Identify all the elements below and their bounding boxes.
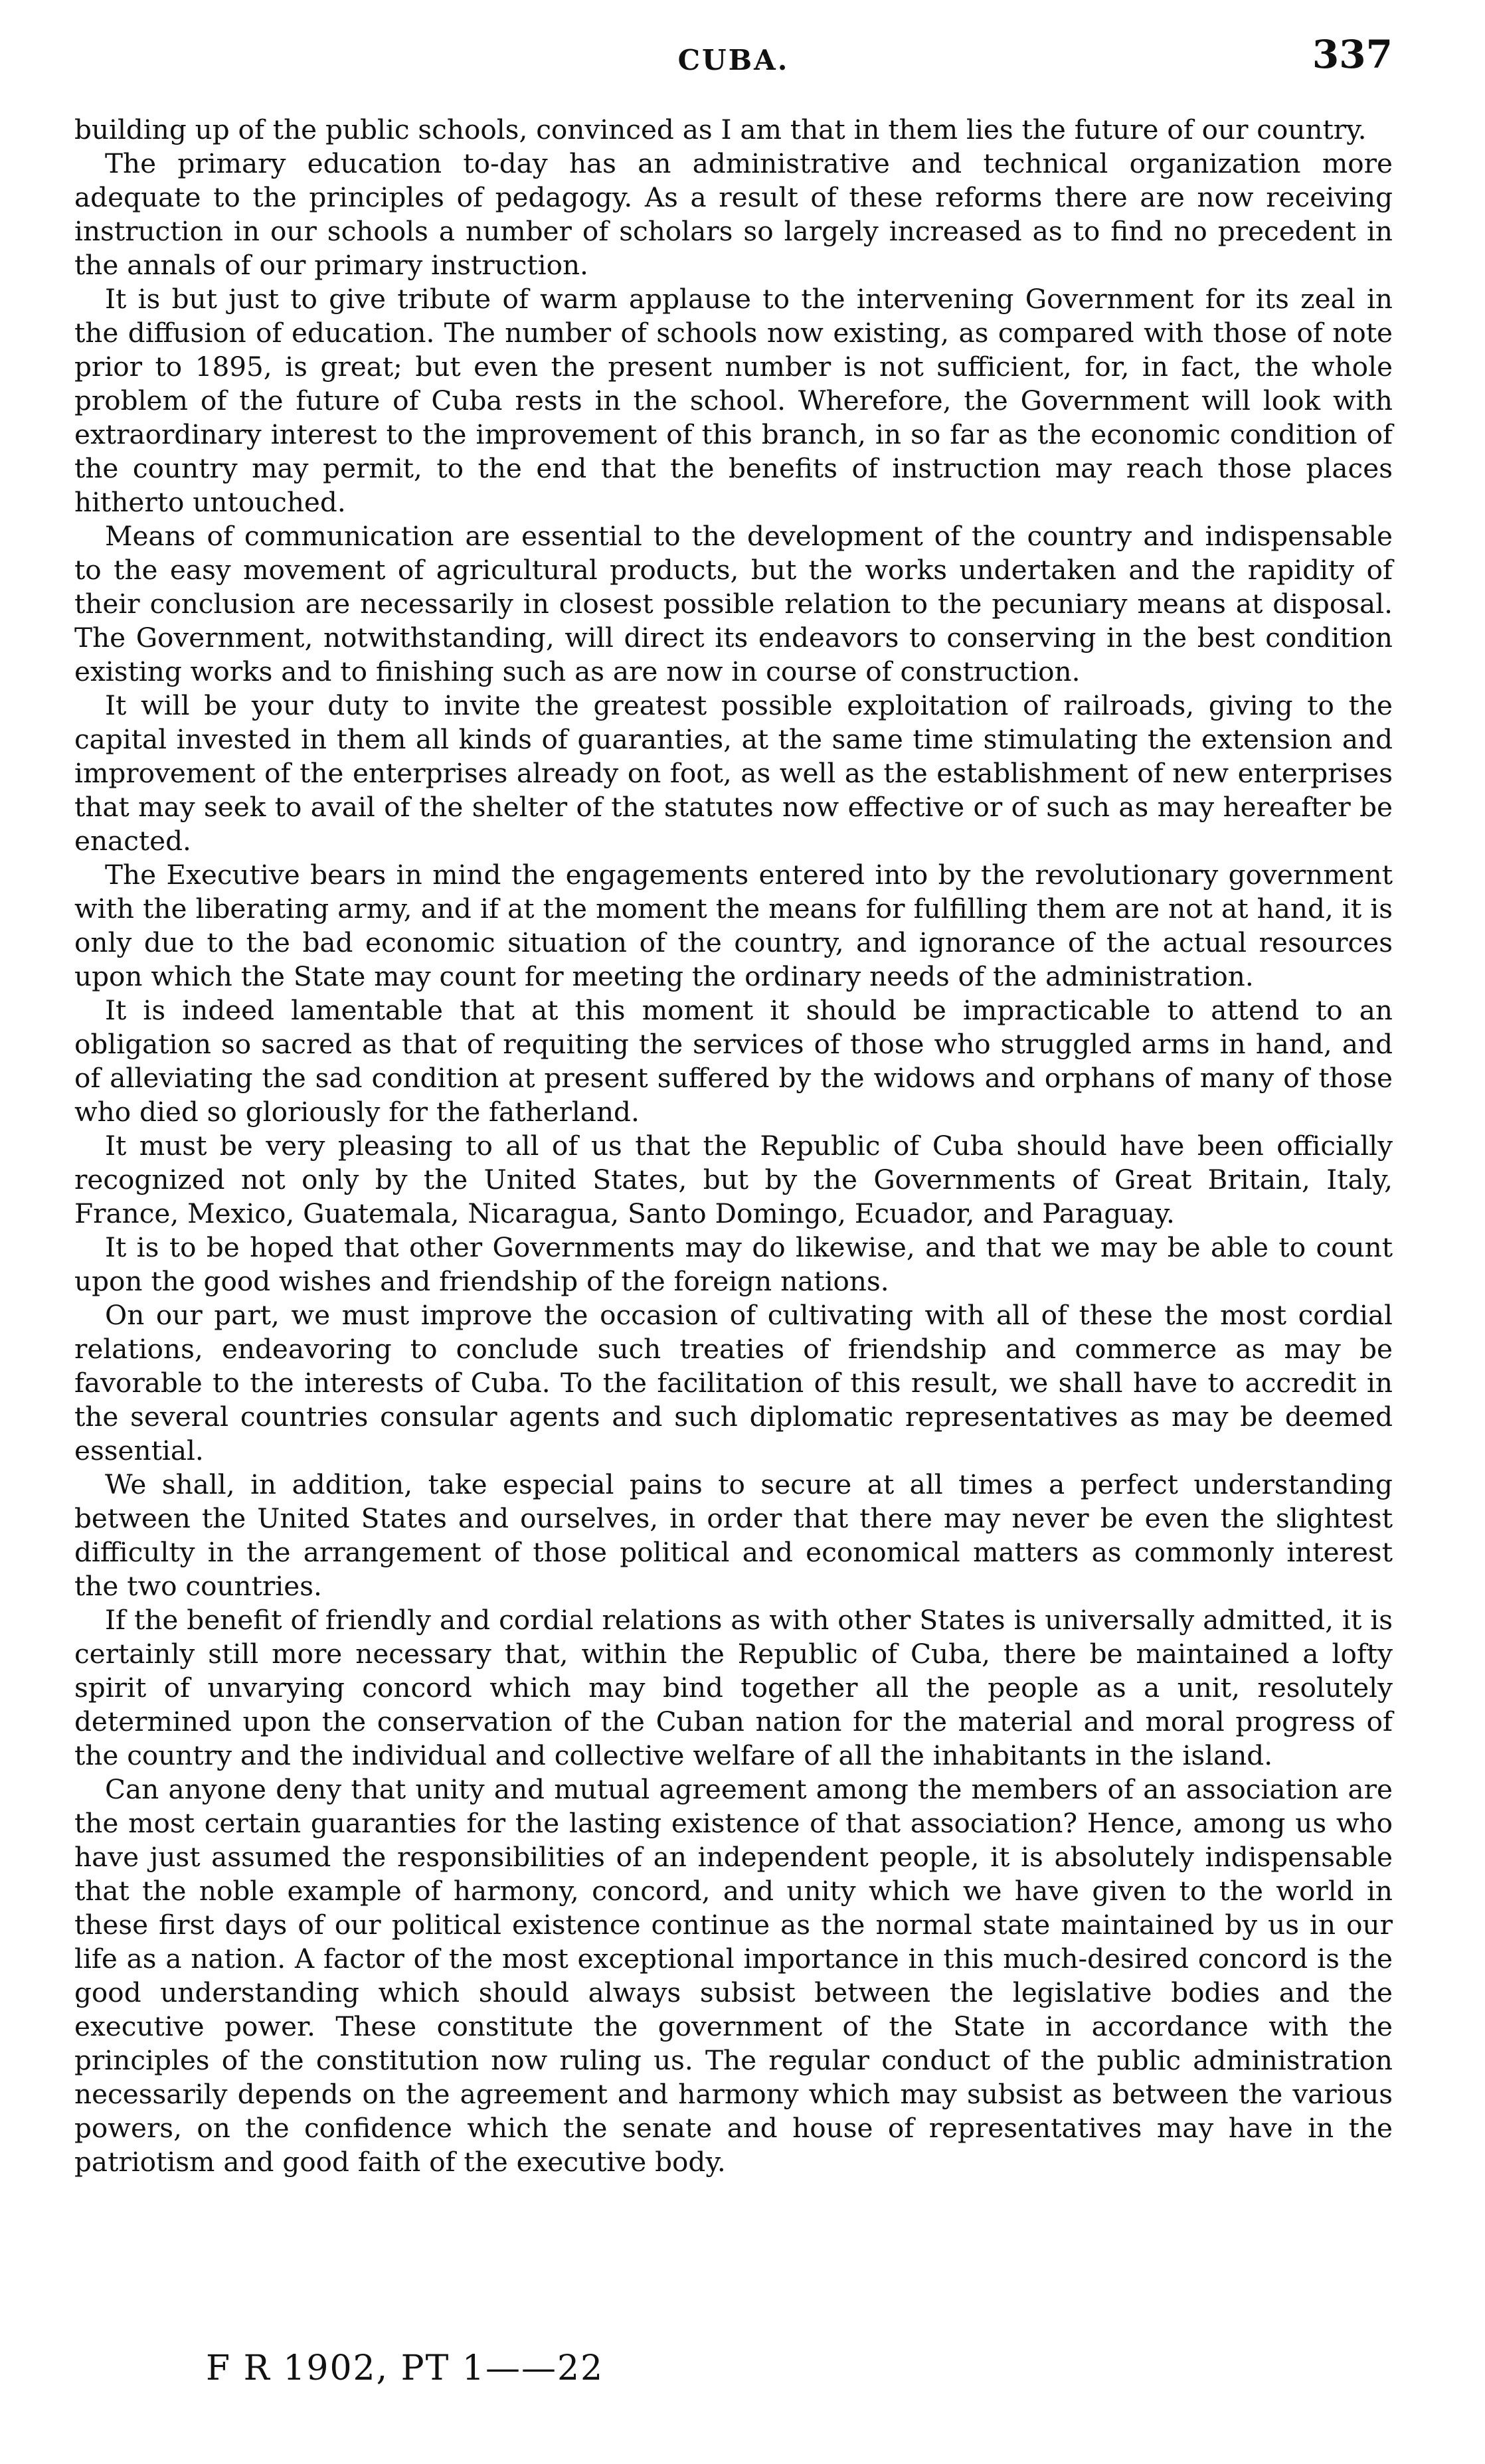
paragraph: It is but just to give tribute of warm applause to the intervening Government for its zeal in the diffusion of education. The number of schools now existing, as compared with those of note prior to 1895, is great; but even the present number is not sufficient, for, in fact, the whole problem of the future of Cuba rests in the school. Wherefore, the Government will look with extraordinary interest to the improvement of this branch, in so far as the economic condition of the country may permit, to the end that the benefits of instruction may reach those places hitherto untouched. <box>74 283 1393 518</box>
paragraph: We shall, in addition, take especial pains to secure at all times a perfect understanding between the United States and ourselves, in order that there may never be even the slightest difficulty in the arrangement of those political and economical matters as commonly interest the two countries. <box>74 1468 1393 1602</box>
paragraph: Means of communication are essential to the development of the country and indispensable to the easy movement of agricultural products, but the works undertaken and the rapidity of their conclusion are necessarily in closest possible relation to the pecuniary means at disposal. The Government, notwithstanding, will direct its endeavors to conserving in the best condition existing works and to finishing such as are now in course of construction. <box>74 520 1393 687</box>
paragraph: It must be very pleasing to all of us that the Republic of Cuba should have been officially recognized not only by the United States, but by the Governments of Great Britain, Italy, France, Mexico, Guatemala, Nicaragua, Santo Domingo, Ecuador, and Paraguay. <box>74 1130 1393 1229</box>
body-text <box>74 113 1393 2179</box>
running-title: CUBA. <box>677 44 790 76</box>
paragraph: The Executive bears in mind the engagements entered into by the revolutionary government with the liberating army, and if at the moment the means for fulfilling them are not at hand, it is only due to the bad economic situation of the country, and ignorance of the actual resources upon which the State may count for meeting the ordinary needs of the administration. <box>74 859 1393 992</box>
paragraph: It is indeed lamentable that at this moment it should be impracticable to attend to an obligation so sacred as that of requiting the services of those who struggled arms in hand, and of alleviating the sad condition at present suffered by the widows and orphans of many of those who died so gloriously for the fatherland. <box>74 994 1393 1128</box>
paragraph: The primary education to-day has an administrative and technical organization more adequate to the principles of pedagogy. As a result of these reforms there are now receiving instruction in our schools a number of scholars so largely increased as to find no precedent in the annals of our primary instruction. <box>74 147 1393 281</box>
paragraph: If the benefit of friendly and cordial relations as with other States is universally admitted, it is certainly still more necessary that, within the Republic of Cuba, there be maintained a lofty spirit of unvarying concord which may bind together all the people as a unit, resolutely determined upon the conservation of the Cuban nation for the material and moral progress of the country and the individual and collective welfare of all the inhabitants in the island. <box>74 1604 1393 1771</box>
paragraph: It will be your duty to invite the greatest possible exploitation of railroads, giving to the capital invested in them all kinds of guaranties, at the same time stimulating the extension and improvement of the enterprises already on foot, as well as the establishment of new enterprises that may seek to avail of the shelter of the statutes now effective or of such as may hereafter be enacted. <box>74 689 1393 857</box>
page-number: 337 <box>1312 32 1393 77</box>
page-header <box>74 32 1393 85</box>
paragraph: building up of the public schools, convinced as I am that in them lies the future of our country. <box>74 114 1367 145</box>
paragraph: On our part, we must improve the occasion of cultivating with all of these the most cordial relations, endeavoring to conclude such treaties of friendship and commerce as may be favorable to the interests of Cuba. To the facilitation of this result, we shall have to accredit in the several countries consular agents and such diplomatic representatives as may be deemed essential. <box>74 1299 1393 1466</box>
paragraph: It is to be hoped that other Governments may do likewise, and that we may be able to count upon the good wishes and friendship of the foreign nations. <box>74 1231 1393 1297</box>
paragraph: Can anyone deny that unity and mutual agreement among the members of an association are the most certain guaranties for the lasting existence of that association? Hence, among us who have just assumed the responsibilities of an independent people, it is absolutely indispensable that the noble example of harmony, concord, and unity which we have given to the world in these first days of our political existence continue as the normal state maintained by us in our life as a nation. A factor of the most exceptional importance in this much-desired concord is the good understanding which should always subsist between the legislative bodies and the executive power. These constitute the government of the State in accordance with the principles of the constitution now ruling us. The regular conduct of the public administration necessarily depends on the agreement and harmony which may subsist as between the various powers, on the confidence which the senate and house of representatives may have in the patriotism and good faith of the executive body. <box>74 1773 1393 2178</box>
signature-mark: F R 1902, PT 1——22 <box>206 2348 604 2388</box>
